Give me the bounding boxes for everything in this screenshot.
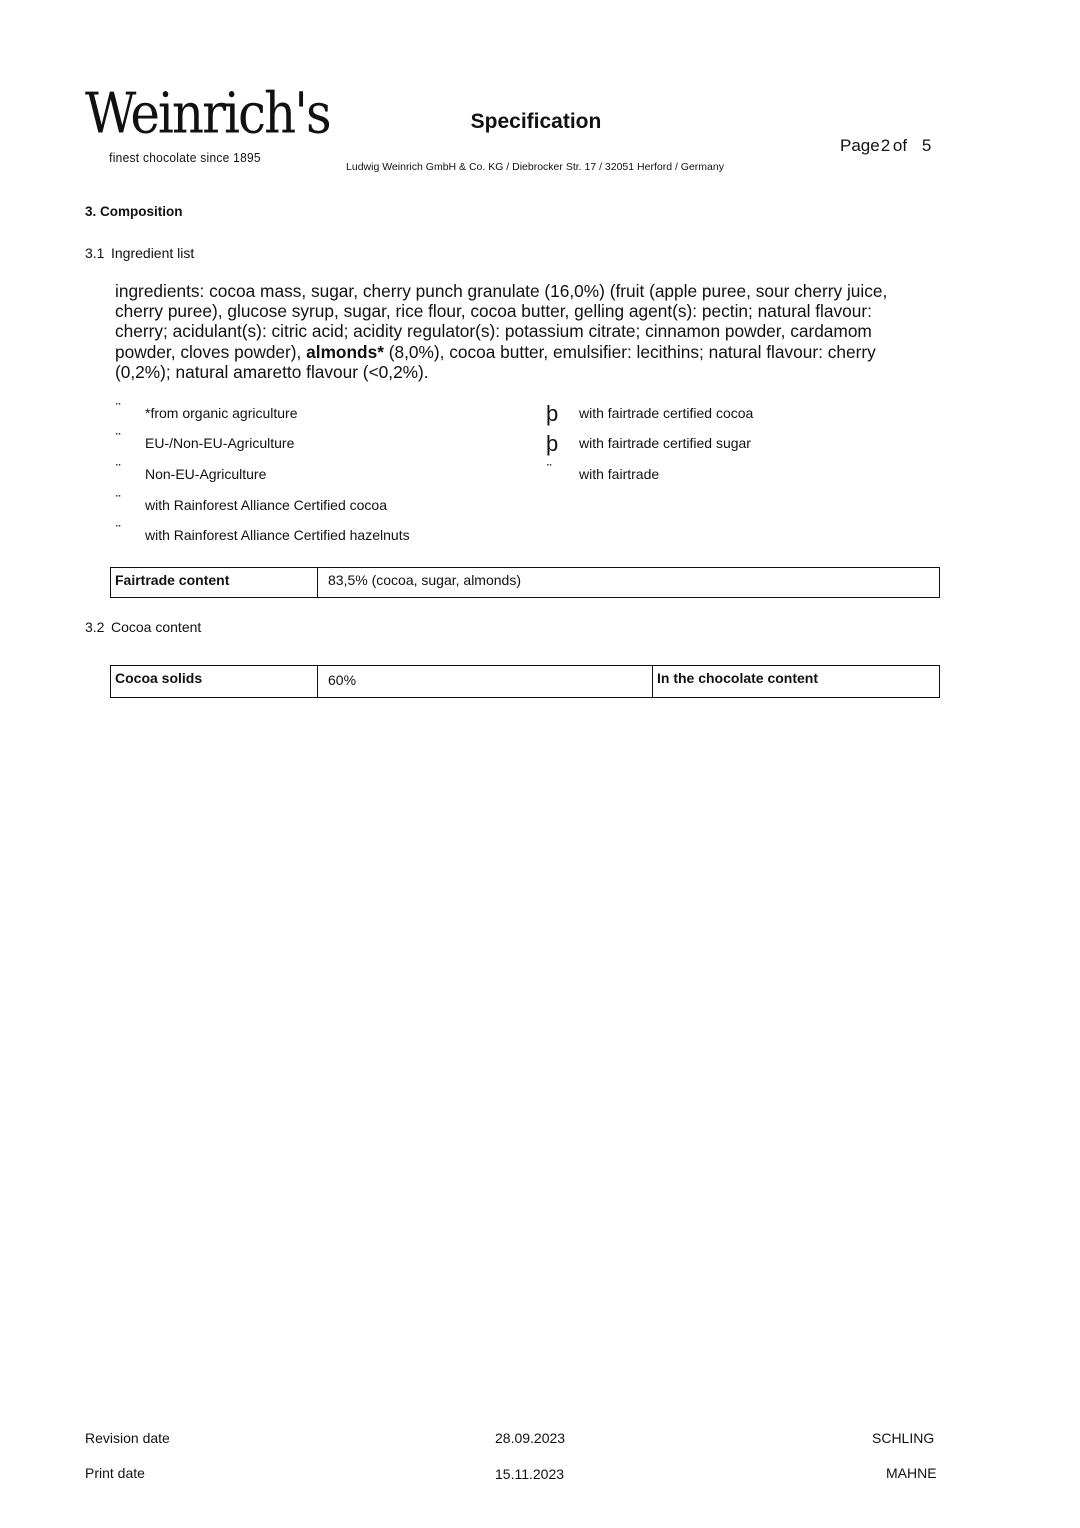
revision-date-value: 28.09.2023 (495, 1430, 566, 1446)
checkbox-mark: ¨ (116, 400, 120, 415)
print-date-value: 15.11.2023 (495, 1466, 565, 1482)
option-label: *from organic agriculture (145, 405, 298, 421)
subheading-number: 3.1 (85, 245, 105, 261)
checkbox-mark: ¨ (116, 492, 120, 507)
revision-date-label: Revision date (85, 1430, 170, 1446)
option-label: with Rainforest Alliance Certified hazelnuts (145, 527, 410, 543)
cocoa-table (110, 665, 940, 698)
checkbox-mark: ¨ (547, 461, 551, 476)
checkbox-mark: ¨ (116, 461, 120, 476)
print-user: MAHNE (886, 1465, 937, 1481)
table-row (111, 568, 940, 598)
ingredient-text (115, 281, 915, 382)
subheading-number: 3.2 (85, 619, 105, 635)
option-label: with Rainforest Alliance Certified cocoa (145, 497, 388, 513)
ingredient-text-bold: almonds* (306, 341, 384, 362)
company-address: Ludwig Weinrich GmbH & Co. KG / Diebrocker Str. 17 / 32051 Herford / Germany (346, 161, 724, 173)
cocoa-solids-label: Cocoa solids (111, 666, 318, 698)
fairtrade-table (110, 567, 940, 598)
subheading-label: Cocoa content (111, 619, 202, 635)
subheading-cocoa-content (85, 619, 201, 635)
subheading-label: Ingredient list (111, 245, 195, 261)
checkbox-mark: ¨ (116, 430, 120, 445)
option-label: with fairtrade (579, 466, 660, 482)
option-label: Non-EU-Agriculture (145, 466, 267, 482)
revision-user: SCHLING (872, 1430, 935, 1446)
cocoa-solids-note: In the chocolate content (653, 666, 940, 698)
company-logo (85, 80, 330, 172)
logo-wordmark: Weinrich's (85, 81, 330, 147)
option-label: EU-/Non-EU-Agriculture (145, 435, 295, 451)
checked-mark: þ (546, 401, 558, 426)
fairtrade-value: 83,5% (cocoa, sugar, almonds) (318, 568, 940, 598)
print-date-label: Print date (85, 1465, 145, 1481)
page-current: 2 (880, 136, 891, 155)
logo-tagline: finest chocolate since 1895 (109, 150, 261, 165)
checked-mark: þ (546, 431, 558, 456)
page-number (840, 136, 931, 156)
checkbox-mark: ¨ (116, 522, 120, 537)
table-row (111, 666, 940, 698)
option-label: with fairtrade certified sugar (579, 435, 751, 451)
document-title: Specification (470, 110, 602, 133)
subheading-ingredient-list (85, 245, 194, 261)
page-of: of (892, 136, 908, 155)
ingredient-text-part1: ingredients: cocoa mass, sugar, cherry punch granulate (16,0%) (fruit (apple puree, sour cherry juice, cherry puree), glucose syrup, sugar, rice flour, cocoa butter, gelling agent(s): pectin; natural flavour: cherry; acidulant(s): citric acid; acidity regulator(s): potassium citrate; cinnamon powder, cardamom powder, cloves powder), (115, 281, 888, 362)
cocoa-solids-value: 60% (318, 666, 653, 698)
page-label: Page (840, 136, 880, 155)
ingredient-text-part2: (8,0%), cocoa butter, emulsifier: lecithins; natural flavour: cherry (0,2%); natural amaretto flavour (<0,2%). (115, 341, 876, 382)
option-label: with fairtrade certified cocoa (579, 405, 754, 421)
page-total: 5 (921, 136, 932, 155)
section-heading: 3. Composition (85, 204, 183, 219)
fairtrade-label: Fairtrade content (111, 568, 318, 598)
